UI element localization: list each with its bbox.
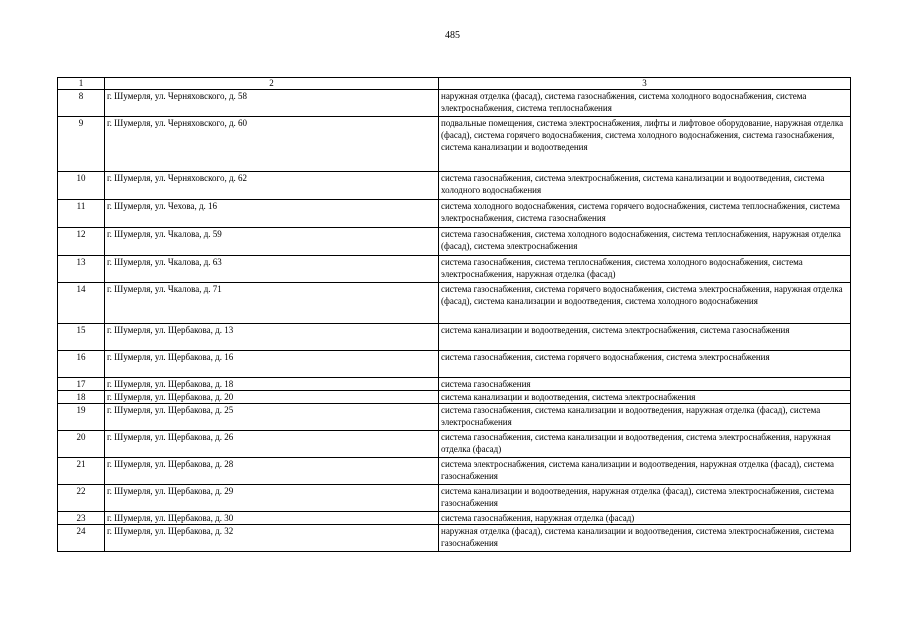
row-systems: подвальные помещения, система электроснабжения, лифты и лифтовое оборудование, наружная отделка (фасад), система горячего водоснабжения, система холодного водоснабжения, система газоснабжения, система канализации и водоотведения xyxy=(439,117,851,172)
table-row xyxy=(58,404,851,431)
row-systems: система канализации и водоотведения, система электроснабжения xyxy=(439,391,851,404)
row-address: г. Шумерля, ул. Чкалова, д. 71 xyxy=(105,283,439,324)
table-row xyxy=(58,431,851,458)
table-row xyxy=(58,512,851,525)
row-number: 22 xyxy=(58,485,105,512)
row-address: г. Шумерля, ул. Чкалова, д. 63 xyxy=(105,256,439,283)
table-row xyxy=(58,458,851,485)
row-number: 18 xyxy=(58,391,105,404)
row-systems: система газоснабжения, система холодного водоснабжения, система теплоснабжения, наружная отделка (фасад), система электроснабжения xyxy=(439,228,851,256)
row-number: 8 xyxy=(58,90,105,117)
page-number: 485 xyxy=(445,30,460,41)
row-systems: система газоснабжения, система горячего водоснабжения, система электроснабжения, наружная отделка (фасад), система канализации и водоотведения, система холодного водоснабжения xyxy=(439,283,851,324)
row-number: 24 xyxy=(58,525,105,552)
table-row xyxy=(58,228,851,256)
table-header-row xyxy=(58,78,851,90)
row-number: 13 xyxy=(58,256,105,283)
row-address: г. Шумерля, ул. Щербакова, д. 16 xyxy=(105,351,439,378)
header-cell-1: 1 xyxy=(58,78,105,90)
row-systems: система газоснабжения, система канализации и водоотведения, наружная отделка (фасад), система электроснабжения xyxy=(439,404,851,431)
row-systems: система канализации и водоотведения, наружная отделка (фасад), система электроснабжения, система газоснабжения xyxy=(439,485,851,512)
row-number: 14 xyxy=(58,283,105,324)
row-systems: система холодного водоснабжения, система горячего водоснабжения, система теплоснабжения, система электроснабжения, система газоснабжения xyxy=(439,200,851,228)
row-address: г. Шумерля, ул. Щербакова, д. 29 xyxy=(105,485,439,512)
row-address: г. Шумерля, ул. Щербакова, д. 26 xyxy=(105,431,439,458)
row-address: г. Шумерля, ул. Щербакова, д. 32 xyxy=(105,525,439,552)
row-number: 9 xyxy=(58,117,105,172)
table-row xyxy=(58,117,851,172)
table-row xyxy=(58,485,851,512)
row-number: 11 xyxy=(58,200,105,228)
row-address: г. Шумерля, ул. Щербакова, д. 13 xyxy=(105,324,439,351)
row-address: г. Шумерля, ул. Чехова, д. 16 xyxy=(105,200,439,228)
row-number: 10 xyxy=(58,172,105,200)
row-number: 20 xyxy=(58,431,105,458)
table-row xyxy=(58,200,851,228)
table-row xyxy=(58,391,851,404)
table-row xyxy=(58,90,851,117)
row-address: г. Шумерля, ул. Щербакова, д. 30 xyxy=(105,512,439,525)
table-row xyxy=(58,172,851,200)
row-systems: система газоснабжения, система теплоснабжения, система холодного водоснабжения, система электроснабжения, наружная отделка (фасад) xyxy=(439,256,851,283)
row-systems: наружная отделка (фасад), система газоснабжения, система холодного водоснабжения, система электроснабжения, система теплоснабжения xyxy=(439,90,851,117)
table-row xyxy=(58,378,851,391)
table-row xyxy=(58,324,851,351)
row-number: 19 xyxy=(58,404,105,431)
table-row xyxy=(58,525,851,552)
row-systems: система газоснабжения xyxy=(439,378,851,391)
row-systems: система газоснабжения, наружная отделка (фасад) xyxy=(439,512,851,525)
table-row xyxy=(58,283,851,324)
header-cell-3: 3 xyxy=(439,78,851,90)
row-systems: система канализации и водоотведения, система электроснабжения, система газоснабжения xyxy=(439,324,851,351)
systems-table xyxy=(57,77,851,552)
row-address: г. Шумерля, ул. Черняховского, д. 60 xyxy=(105,117,439,172)
row-address: г. Шумерля, ул. Черняховского, д. 58 xyxy=(105,90,439,117)
row-number: 23 xyxy=(58,512,105,525)
row-address: г. Шумерля, ул. Щербакова, д. 18 xyxy=(105,378,439,391)
row-number: 16 xyxy=(58,351,105,378)
row-number: 17 xyxy=(58,378,105,391)
row-systems: система газоснабжения, система канализации и водоотведения, система электроснабжения, наружная отделка (фасад) xyxy=(439,431,851,458)
row-address: г. Шумерля, ул. Щербакова, д. 25 xyxy=(105,404,439,431)
row-systems: система газоснабжения, система горячего водоснабжения, система электроснабжения xyxy=(439,351,851,378)
table-row xyxy=(58,256,851,283)
row-number: 12 xyxy=(58,228,105,256)
row-systems: система электроснабжения, система канализации и водоотведения, наружная отделка (фасад), система газоснабжения xyxy=(439,458,851,485)
row-number: 15 xyxy=(58,324,105,351)
row-systems: система газоснабжения, система электроснабжения, система канализации и водоотведения, система холодного водоснабжения xyxy=(439,172,851,200)
table-row xyxy=(58,351,851,378)
row-systems: наружная отделка (фасад), система канализации и водоотведения, система электроснабжения, система газоснабжения xyxy=(439,525,851,552)
row-address: г. Шумерля, ул. Чкалова, д. 59 xyxy=(105,228,439,256)
row-address: г. Шумерля, ул. Щербакова, д. 28 xyxy=(105,458,439,485)
row-address: г. Шумерля, ул. Черняховского, д. 62 xyxy=(105,172,439,200)
row-number: 21 xyxy=(58,458,105,485)
header-cell-2: 2 xyxy=(105,78,439,90)
row-address: г. Шумерля, ул. Щербакова, д. 20 xyxy=(105,391,439,404)
